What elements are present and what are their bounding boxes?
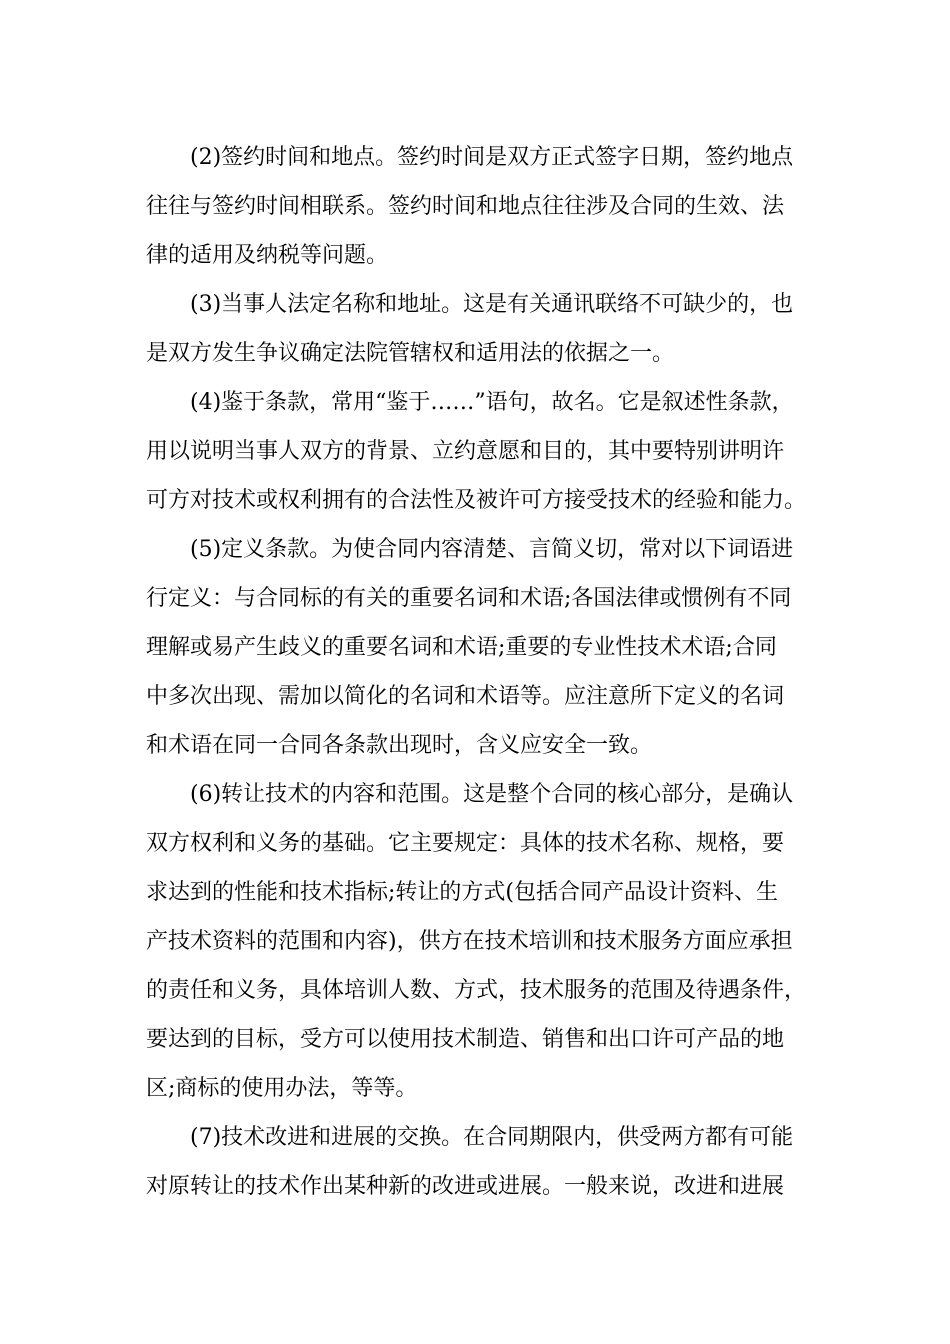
text-line: 理解或易产生歧义的重要名词和术语;重要的专业性技术术语;合同 [146, 635, 777, 660]
text-line: 中多次出现、需加以简化的名词和术语等。应注意所下定义的名词 [146, 684, 785, 709]
text-line: 用以说明当事人双方的背景、立约意愿和目的，其中要特别讲明许 [146, 439, 785, 464]
text-line: 双方权利和义务的基础。它主要规定：具体的技术名称、规格，要 [146, 831, 785, 856]
text-line: (7)技术改进和进展的交换。在合同期限内，供受两方都有可能 [190, 1125, 794, 1150]
text-line: 区;商标的使用办法，等等。 [146, 1076, 418, 1101]
text-line: 可方对技术或权利拥有的合法性及被许可方接受技术的经验和能力。 [146, 488, 807, 513]
text-line: 对原转让的技术作出某种新的改进或进展。一般来说，改进和进展 [146, 1174, 785, 1199]
document-body [146, 133, 806, 1211]
text-line: 往往与签约时间相联系。签约时间和地点往往涉及合同的生效、法 [146, 194, 785, 219]
text-line: 要达到的目标，受方可以使用技术制造、销售和出口许可产品的地 [146, 1027, 785, 1052]
text-line: (6)转让技术的内容和范围。这是整个合同的核心部分，是确认 [190, 782, 794, 807]
text-line: 求达到的性能和技术指标;转让的方式(包括合同产品设计资料、生 [146, 880, 778, 905]
text-line: (4)鉴于条款，常用“鉴于……”语句，故名。它是叙述性条款， [190, 390, 794, 415]
text-line: (5)定义条款。为使合同内容清楚、言简义切，常对以下词语进 [190, 537, 794, 562]
text-line: 产技术资料的范围和内容)，供方在技术培训和技术服务方面应承担 [146, 929, 793, 954]
text-line: 的责任和义务，具体培训人数、方式，技术服务的范围及待遇条件， [146, 978, 807, 1003]
text-line: 和术语在同一合同各条款出现时，含义应安全一致。 [146, 733, 653, 758]
text-line: 是双方发生争议确定法院管辖权和适用法的依据之一。 [146, 341, 675, 366]
text-line: (2)签约时间和地点。签约时间是双方正式签字日期，签约地点 [190, 145, 794, 170]
text-line: 行定义：与合同标的有关的重要名词和术语;各国法律或惯例有不同 [146, 586, 792, 611]
text-line: 律的适用及纳税等问题。 [146, 243, 389, 268]
text-line: (3)当事人法定名称和地址。这是有关通讯联络不可缺少的，也 [190, 292, 794, 317]
